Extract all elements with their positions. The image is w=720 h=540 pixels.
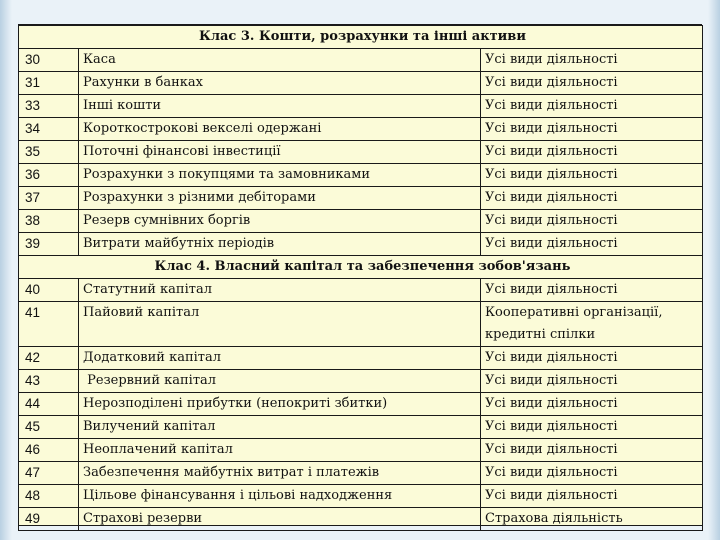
account-scope: Усі види діяльності <box>481 393 703 416</box>
account-scope: Усі види діяльності <box>481 49 703 72</box>
account-scope: Усі види діяльності <box>481 141 703 164</box>
account-scope: Усі види діяльності <box>481 164 703 187</box>
class-4-title: Клас 4. Власний капітал та забезпечення зобов'язань <box>19 256 703 279</box>
accounts-chart-sheet <box>18 24 702 526</box>
account-scope: Усі види діяльності <box>481 279 703 302</box>
account-name: Резервний капітал <box>79 370 481 393</box>
account-code: 46 <box>19 439 79 462</box>
account-name: Забезпечення майбутніх витрат і платежів <box>79 462 481 485</box>
table-row <box>19 302 703 347</box>
account-scope: Усі види діяльності <box>481 95 703 118</box>
account-code: 44 <box>19 393 79 416</box>
accounts-table <box>18 25 703 531</box>
account-code: 41 <box>19 302 79 347</box>
account-scope: Усі види діяльності <box>481 233 703 256</box>
account-scope: Усі види діяльності <box>481 485 703 508</box>
table-row <box>19 279 703 302</box>
account-code: 49 <box>19 508 79 531</box>
account-name: Витрати майбутніх періодів <box>79 233 481 256</box>
account-name: Страхові резерви <box>79 508 481 531</box>
account-code: 43 <box>19 370 79 393</box>
table-row <box>19 439 703 462</box>
account-name: Резерв сумнівних боргів <box>79 210 481 233</box>
account-code: 35 <box>19 141 79 164</box>
account-code: 31 <box>19 72 79 95</box>
account-code: 39 <box>19 233 79 256</box>
table-row <box>19 95 703 118</box>
table-row <box>19 485 703 508</box>
account-code: 33 <box>19 95 79 118</box>
account-name: Нерозподілені прибутки (непокриті збитки) <box>79 393 481 416</box>
table-row <box>19 393 703 416</box>
account-name: Інші кошти <box>79 95 481 118</box>
account-scope: Кооперативні організації, кредитні спілки <box>481 302 703 347</box>
account-scope: Усі види діяльності <box>481 187 703 210</box>
table-row <box>19 49 703 72</box>
account-scope: Усі види діяльності <box>481 118 703 141</box>
account-scope: Усі види діяльності <box>481 439 703 462</box>
account-code: 42 <box>19 347 79 370</box>
account-scope: Усі види діяльності <box>481 72 703 95</box>
table-row <box>19 347 703 370</box>
account-name: Вилучений капітал <box>79 416 481 439</box>
account-code: 30 <box>19 49 79 72</box>
account-scope: Страхова діяльність <box>481 508 703 531</box>
account-code: 45 <box>19 416 79 439</box>
account-name: Додатковий капітал <box>79 347 481 370</box>
account-scope: Усі види діяльності <box>481 370 703 393</box>
table-row <box>19 508 703 531</box>
table-row <box>19 416 703 439</box>
account-name: Розрахунки з покупцями та замовниками <box>79 164 481 187</box>
class-3-title: Клас 3. Кошти, розрахунки та інші активи <box>19 26 703 49</box>
account-name: Розрахунки з різними дебіторами <box>79 187 481 210</box>
account-name: Статутний капітал <box>79 279 481 302</box>
account-name: Неоплачений капітал <box>79 439 481 462</box>
account-name: Короткострокові векселі одержані <box>79 118 481 141</box>
account-code: 38 <box>19 210 79 233</box>
account-scope: Усі види діяльності <box>481 210 703 233</box>
account-name: Рахунки в банках <box>79 72 481 95</box>
account-name: Поточні фінансові інвестиції <box>79 141 481 164</box>
table-row <box>19 118 703 141</box>
account-scope: Усі види діяльності <box>481 416 703 439</box>
table-row <box>19 187 703 210</box>
account-code: 36 <box>19 164 79 187</box>
table-row <box>19 210 703 233</box>
table-row <box>19 72 703 95</box>
table-row <box>19 164 703 187</box>
account-code: 34 <box>19 118 79 141</box>
table-row <box>19 233 703 256</box>
table-row <box>19 462 703 485</box>
account-scope: Усі види діяльності <box>481 462 703 485</box>
account-code: 40 <box>19 279 79 302</box>
class-4-header-row <box>19 256 703 279</box>
account-name: Каса <box>79 49 481 72</box>
account-code: 47 <box>19 462 79 485</box>
account-scope: Усі види діяльності <box>481 347 703 370</box>
table-row <box>19 370 703 393</box>
class-3-header-row <box>19 26 703 49</box>
table-row <box>19 141 703 164</box>
account-name: Пайовий капітал <box>79 302 481 347</box>
account-code: 37 <box>19 187 79 210</box>
account-code: 48 <box>19 485 79 508</box>
account-name: Цільове фінансування і цільові надходження <box>79 485 481 508</box>
